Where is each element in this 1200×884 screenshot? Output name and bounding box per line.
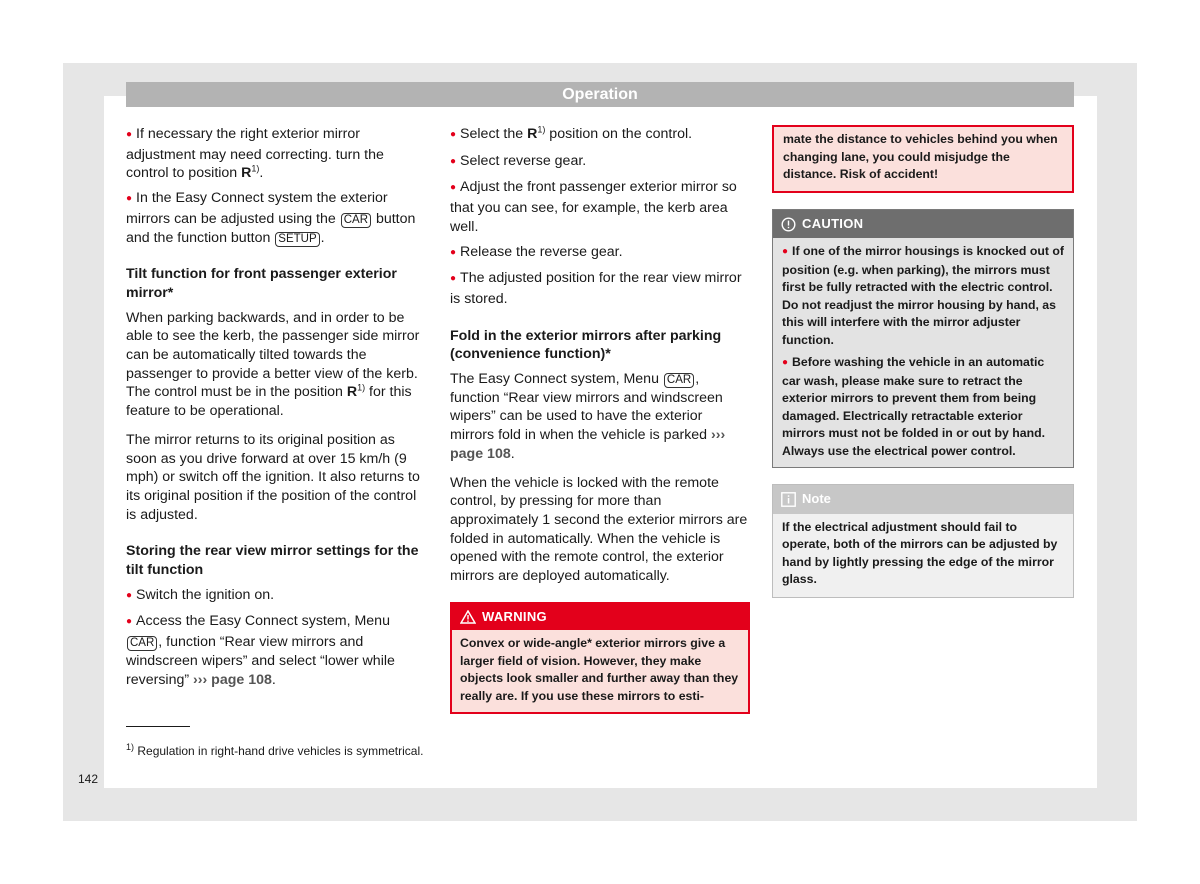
bullet-easy-connect-adjust: ● In the Easy Connect system the exterior mirrors can be adjusted using the CAR button and the function button SETUP . [126,189,426,247]
subheading-tilt-function: Tilt function for front passenger exterior mirror* [126,266,397,301]
footnote-divider [126,726,190,727]
caution-body [773,238,1073,467]
column-right [772,125,1074,598]
warning-header [452,604,748,631]
warning-box [450,602,750,715]
paragraph-tilt: When parking backwards, and in order to be able to see the kerb, the passenger side mirror can be automatically tilted towards the passenger to provide a better view of the kerb. The control must be in the position $R^{1)}$ for this feature to be operational. [126,309,420,420]
footnote: $^{1)}$ Regulation in right-hand drive vehicles is symmetrical. [126,742,424,758]
car-key-label: CAR [127,636,157,651]
warning-triangle-icon [460,610,476,624]
warning-continuation-text: mate the distance to vehicles behind you when changing lane, you could misjudge the distance. Risk of accident! [783,132,1058,181]
note-title: Note [802,491,831,507]
caution-circle-icon [781,217,796,232]
subheading-storing-settings: Storing the rear view mirror settings for the tilt function [126,543,419,579]
page-reference-link[interactable]: ››› page 108 [450,427,726,462]
car-key-label: CAR [664,373,694,388]
bullet-access-menu: ● Access the Easy Connect system, Menu CAR , function “Rear view mirrors and windscreen wipers” and select “lower while reversing” ››› page 108. [126,612,426,689]
paragraph-mirror-return: The mirror returns to its original position as soon as you drive forward at over 15 km/h (9 mph) or switch off the ignition. It also returns to its original position if the position of the control is adjusted. [126,431,420,523]
note-box [772,484,1074,598]
column-middle [450,125,750,714]
column-left [126,125,426,695]
warning-title: WARNING [482,608,547,624]
bullet-adjust-mirror: ● Adjust the front passenger exterior mirror so that you can see, for example, the kerb area well. [450,178,750,236]
bullet-position-stored: ● The adjusted position for the rear view mirror is stored. [450,269,750,308]
caution-bullet-housing: ● If one of the mirror housings is knocked out of position (e.g. when parking), the mirrors must first be fully retracted with the electric control. Do not readjust the mirror housing by hand, as this will interfere with the mirror adjuster function. [782,243,1064,349]
bullet-ignition-on: ● Switch the ignition on. [126,586,426,607]
car-key-label: CAR [341,213,371,228]
caution-title: CAUTION [802,215,864,231]
page-reference-link[interactable]: ››› page 108 [193,671,272,688]
bullet-release-gear: ● Release the reverse gear. [450,243,750,264]
caution-box [772,209,1074,469]
page-number: 142 [78,772,99,786]
caution-bullet-car-wash: ● Before washing the vehicle in an automatic car wash, please make sure to retract the exterior mirrors to prevent them from being damaged. Electrically retractable exterior mirrors must not be folded in or out by hand. Always use the electrical power control. [782,354,1064,460]
info-icon [781,492,796,507]
warning-continuation [772,125,1074,193]
section-header [126,82,1074,107]
note-text: If the electrical adjustment should fail to operate, both of the mirrors can be adjusted by hand by lightly pressing the edge of the mirror glass. [782,519,1058,587]
bullet-reverse-gear: ● Select reverse gear. [450,152,750,173]
subheading-fold-in: Fold in the exterior mirrors after parking (convenience function)* [450,327,722,363]
paragraph-fold-menu: The Easy Connect system, Menu CAR , function “Rear view mirrors and windscreen wipers” can be used to have the exterior mirrors fold in when the vehicle is parked ››› page 108. [450,371,726,462]
section-title: Operation [562,86,638,103]
caution-header [773,210,1073,239]
bullet-select-position: ● Select the $R^{1)}$ position on the control. [450,125,750,146]
note-header [773,485,1073,514]
setup-key-label: SETUP [275,232,319,247]
bullet-correct-mirror: ● If necessary the right exterior mirror adjustment may need correcting. turn the control to position $R^{1)}$. [126,125,426,183]
note-body [773,514,1073,597]
paragraph-remote-fold: When the vehicle is locked with the remote control, by pressing for more than approximately 1 second the exterior mirrors are folded in automatically. When the vehicle is opened with the remote control, the exterior mirrors are deployed automatically. [450,474,748,585]
warning-text: Convex or wide-angle* exterior mirrors give a larger field of vision. However, they make objects look smaller and further away than they really are. If you use these mirrors to esti- [460,636,739,703]
warning-body [452,630,748,712]
